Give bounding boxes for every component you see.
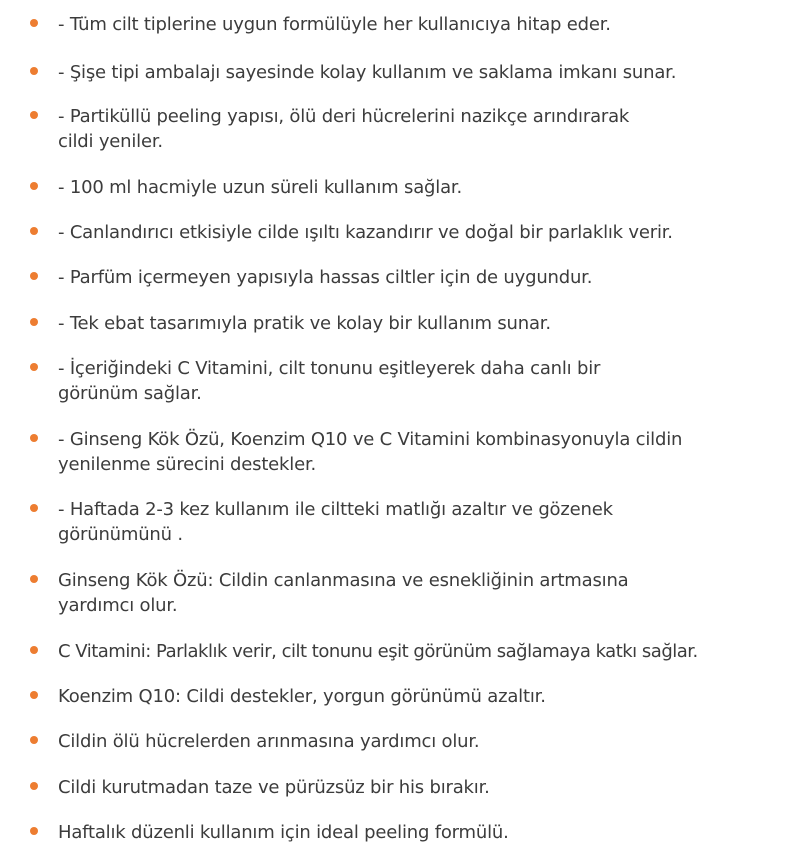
bullet-icon: [30, 736, 38, 744]
bullet-icon: [30, 691, 38, 699]
list-item-line: Cildi kurutmadan taze ve pürüzsüz bir his bırakır.: [58, 777, 490, 798]
list-item-text: [58, 311, 760, 336]
list-item: [0, 104, 760, 154]
list-item-line: - İçeriğindeki C Vitamini, cilt tonunu eşitleyerek daha canlı bir: [58, 358, 601, 379]
list-item-text: [58, 220, 760, 245]
list-item-line: Haftalık düzenli kullanım için ideal peeling formülü.: [58, 822, 509, 843]
bullet-icon: [30, 827, 38, 835]
list-item-line: Cildin ölü hücrelerden arınmasına yardımcı olur.: [58, 731, 480, 752]
list-item-text: [58, 175, 760, 200]
list-item-line: yenilenme sürecini destekler.: [58, 454, 317, 475]
list-item-line: - Tüm cilt tiplerine uygun formülüyle her kullanıcıya hitap eder.: [58, 14, 611, 35]
list-item-line: - Parfüm içermeyen yapısıyla hassas ciltler için de uygundur.: [58, 267, 593, 288]
list-item-text: [58, 104, 760, 154]
bullet-icon: [30, 504, 38, 512]
list-item-line: görünümünü .: [58, 524, 183, 545]
list-item-line: Ginseng Kök Özü: Cildin canlanmasına ve esnekliğinin artmasına: [58, 570, 629, 591]
list-item-text: [58, 775, 760, 800]
list-item-text: [58, 12, 760, 37]
list-item-line: - Tek ebat tasarımıyla pratik ve kolay bir kullanım sunar.: [58, 313, 551, 334]
bullet-icon: [30, 272, 38, 280]
list-item-text: [58, 568, 760, 618]
bullet-icon: [30, 646, 38, 654]
list-item-line: - Şişe tipi ambalajı sayesinde kolay kullanım ve saklama imkanı sunar.: [58, 62, 677, 83]
list-item: [0, 568, 760, 618]
bullet-icon: [30, 111, 38, 119]
list-item: [0, 265, 760, 290]
list-item: [0, 729, 760, 754]
list-item-line: C Vitamini: Parlaklık verir, cilt tonunu eşit görünüm sağlamaya katkı sağlar.: [58, 641, 698, 662]
list-item-text: [58, 684, 760, 709]
list-item-text: [58, 820, 760, 845]
list-item: [0, 356, 760, 406]
list-item: [0, 60, 760, 85]
list-item: [0, 820, 760, 845]
bullet-icon: [30, 182, 38, 190]
list-item-line: görünüm sağlar.: [58, 383, 202, 404]
list-item: [0, 639, 760, 664]
bullet-icon: [30, 67, 38, 75]
list-item-text: [58, 639, 760, 664]
list-item-text: [58, 60, 760, 85]
list-item-text: [58, 729, 760, 754]
bullet-icon: [30, 318, 38, 326]
bullet-icon: [30, 782, 38, 790]
list-item-line: yardımcı olur.: [58, 595, 178, 616]
list-item: [0, 12, 760, 37]
bullet-icon: [30, 363, 38, 371]
list-item-text: [58, 427, 760, 477]
list-item: [0, 684, 760, 709]
list-item-line: Koenzim Q10: Cildi destekler, yorgun görünümü azaltır.: [58, 686, 546, 707]
bullet-icon: [30, 227, 38, 235]
bullet-icon: [30, 575, 38, 583]
bullet-icon: [30, 19, 38, 27]
list-item-line: - Partiküllü peeling yapısı, ölü deri hücrelerini nazikçe arındırarak: [58, 106, 630, 127]
list-item: [0, 220, 760, 245]
list-item: [0, 427, 760, 477]
list-item-line: - Haftada 2-3 kez kullanım ile ciltteki matlığı azaltır ve gözenek: [58, 499, 613, 520]
list-item: [0, 497, 760, 547]
list-item: [0, 175, 760, 200]
list-item-text: [58, 497, 760, 547]
list-item-line: - Canlandırıcı etkisiyle cilde ışıltı kazandırır ve doğal bir parlaklık verir.: [58, 222, 673, 243]
bullet-icon: [30, 434, 38, 442]
list-item-line: cildi yeniler.: [58, 131, 163, 152]
list-item-line: - Ginseng Kök Özü, Koenzim Q10 ve C Vitamini kombinasyonuyla cildin: [58, 429, 683, 450]
list-item-text: [58, 356, 760, 406]
list-item: [0, 775, 760, 800]
list-item: [0, 311, 760, 336]
list-item-text: [58, 265, 760, 290]
list-item-line: - 100 ml hacmiyle uzun süreli kullanım sağlar.: [58, 177, 462, 198]
